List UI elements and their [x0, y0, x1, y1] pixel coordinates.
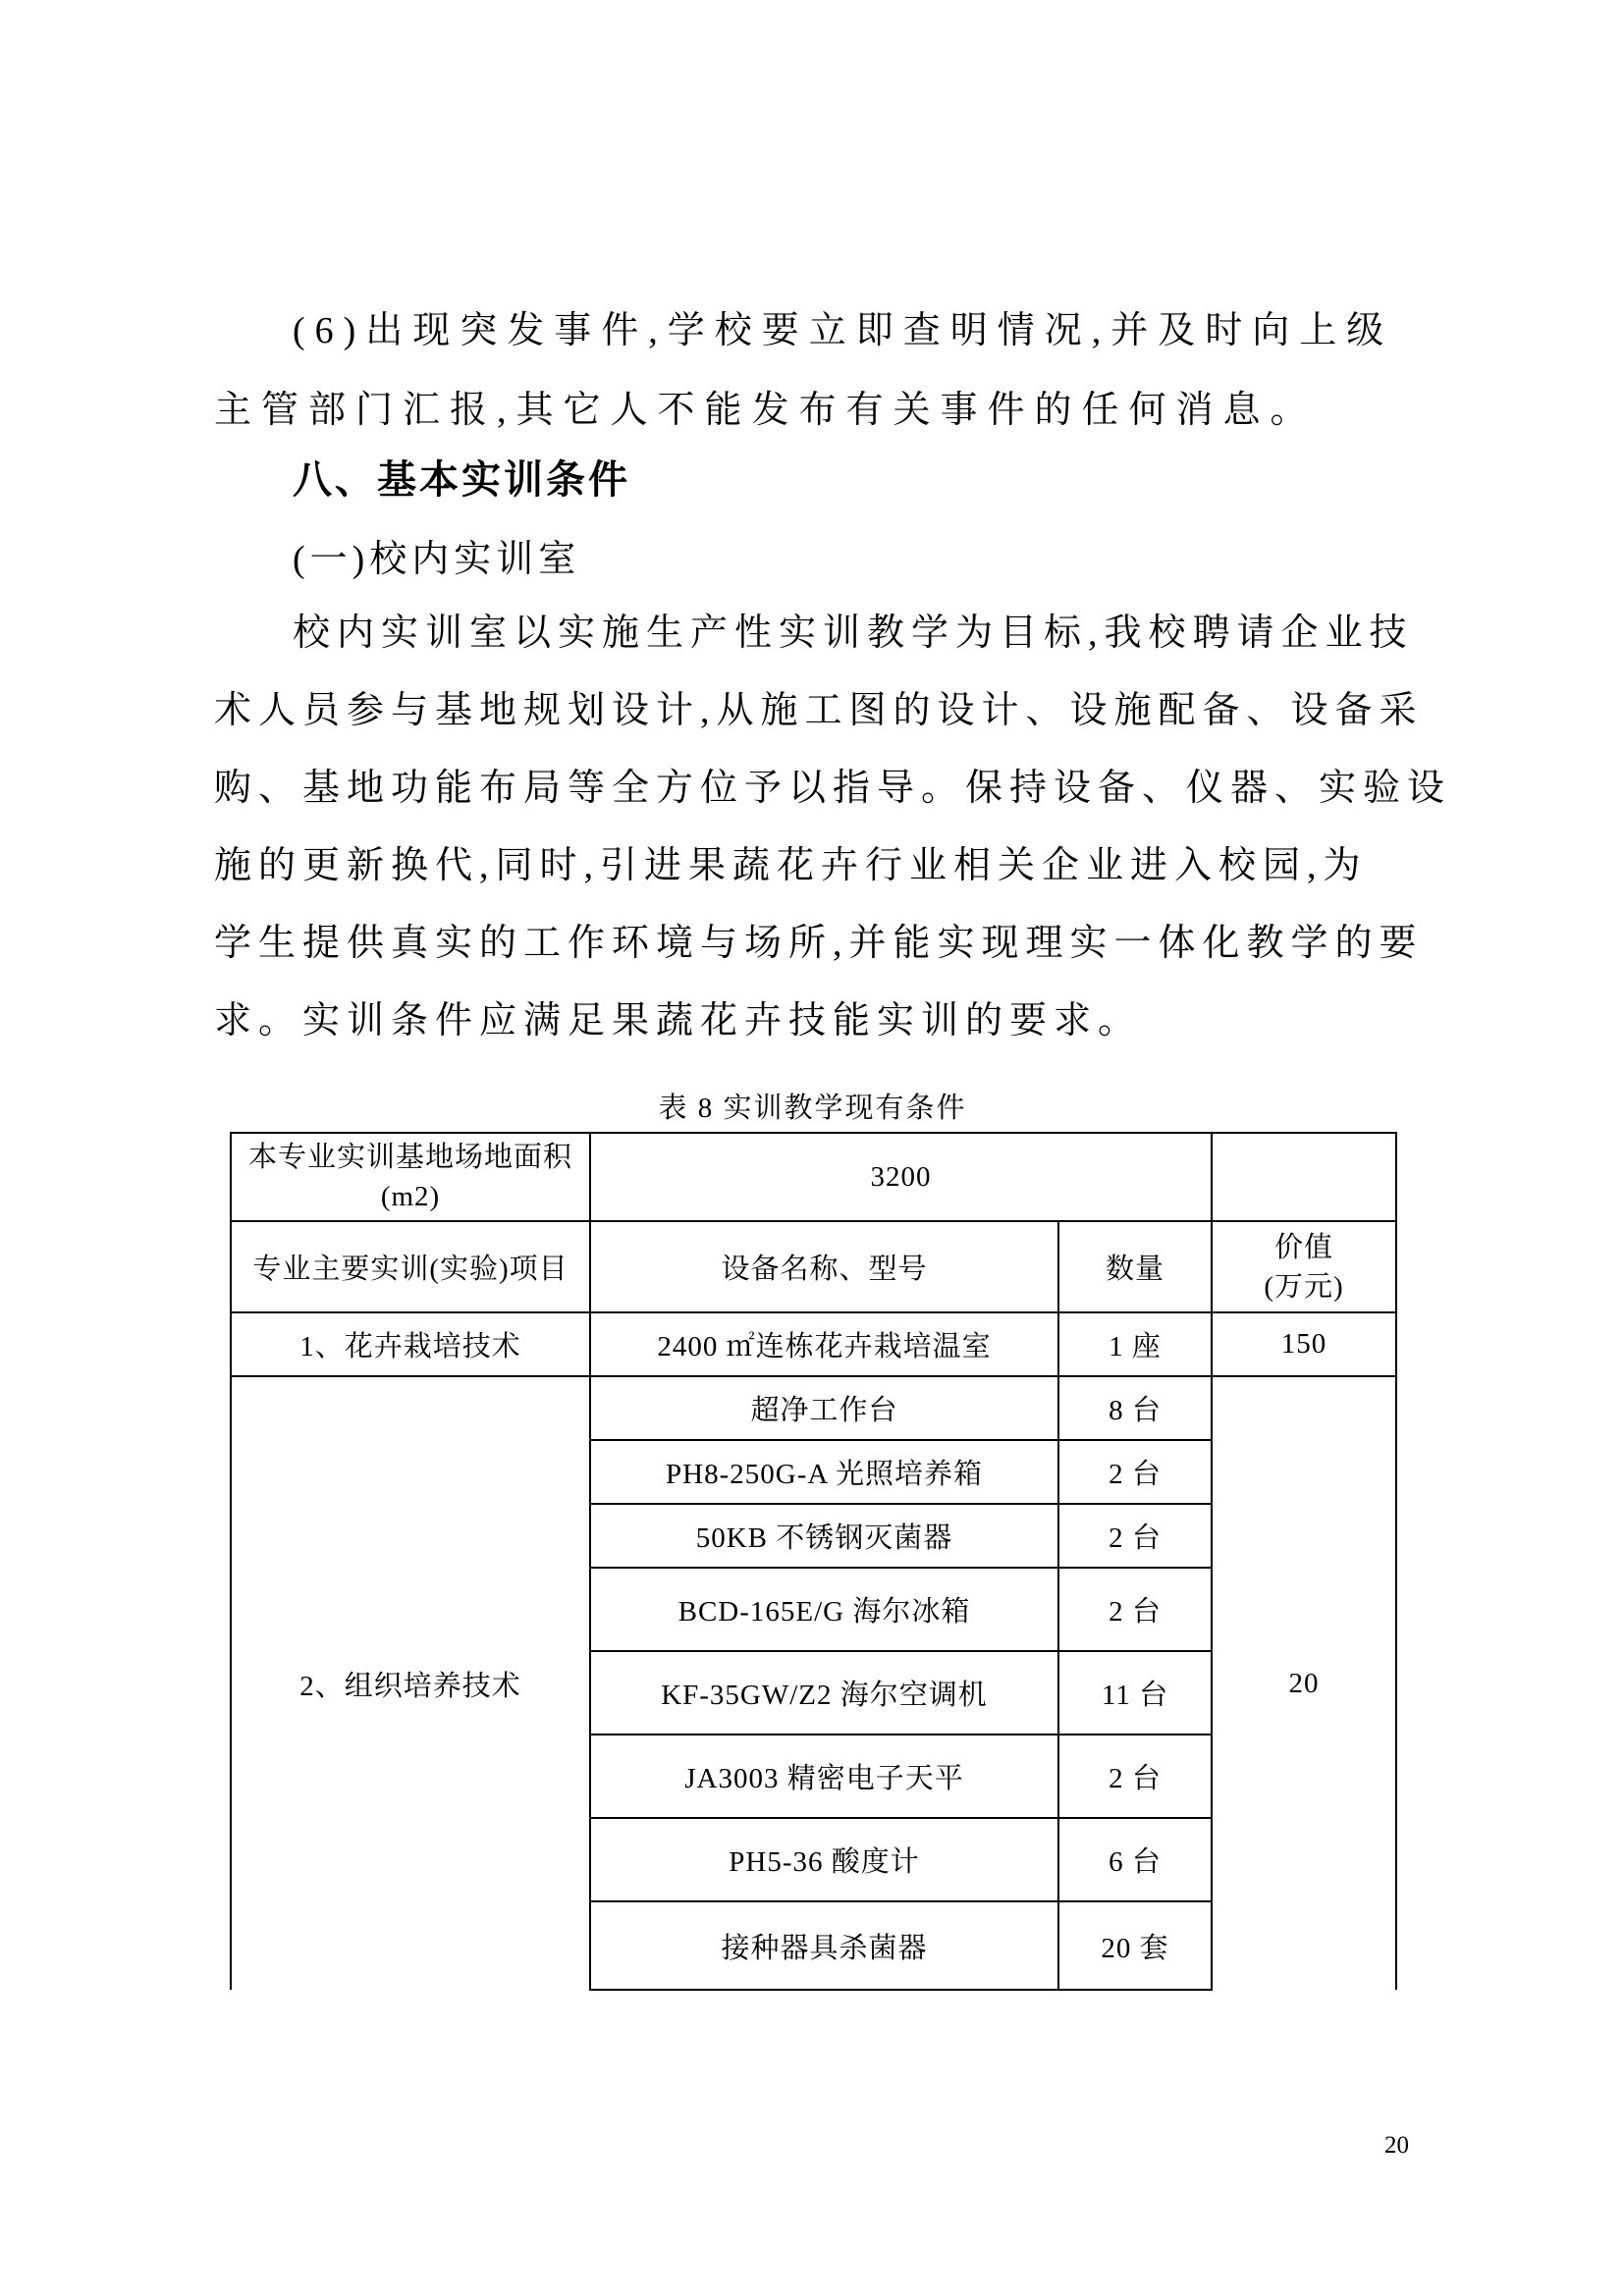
area-label-line1: 本专业实训基地场地面积: [247, 1142, 572, 1173]
table-caption: 表 8 实训教学现有条件: [658, 1093, 967, 1124]
qty-cell: 11 台: [1058, 1651, 1212, 1735]
device-cell: 接种器具杀菌器: [590, 1901, 1058, 1990]
qty-cell: 20 套: [1058, 1901, 1212, 1990]
value-cell: 20: [1212, 1376, 1396, 1990]
subsection-heading-campus-training-room: (一)校内实训室: [293, 539, 581, 580]
qty-cell: 2 台: [1058, 1568, 1212, 1651]
page-number: 20: [1384, 2132, 1409, 2159]
device-cell: JA3003 精密电子天平: [590, 1735, 1058, 1818]
section-heading-basic-training-conditions: 八、基本实训条件: [293, 458, 630, 502]
training-conditions-table: [230, 1132, 1397, 1991]
area-empty-cell: [1212, 1133, 1396, 1221]
paragraph-line: 购、基地功能布局等全方位予以指导。保持设备、仪器、实验设: [214, 768, 1452, 809]
paragraph-emergency: [214, 292, 1441, 451]
device-cell: 超净工作台: [590, 1376, 1058, 1440]
paragraph-training-room-description: [214, 595, 1452, 1060]
qty-cell: 2 台: [1058, 1440, 1212, 1504]
device-cell: 2400 ㎡连栋花卉栽培温室: [590, 1312, 1058, 1376]
qty-cell: 2 台: [1058, 1735, 1212, 1818]
project-cell: 1、花卉栽培技术: [231, 1312, 590, 1376]
paragraph-line: 施的更新换代,同时,引进果蔬花卉行业相关企业进入校园,为: [214, 845, 1368, 886]
paragraph-line: 校内实训室以实施生产性实训教学为目标,我校聘请企业技: [293, 613, 1414, 654]
header-project-cell: 专业主要实训(实验)项目: [231, 1221, 590, 1312]
value-cell: 150: [1212, 1312, 1396, 1376]
device-cell: BCD-165E/G 海尔冰箱: [590, 1568, 1058, 1651]
qty-cell: 8 台: [1058, 1376, 1212, 1440]
paragraph-line: (6)出现突发事件,学校要立即查明情况,并及时向上级: [293, 310, 1394, 351]
qty-cell: 2 台: [1058, 1504, 1212, 1568]
header-qty-cell: 数量: [1058, 1221, 1212, 1312]
area-label-line2: (m2): [380, 1181, 441, 1212]
device-cell: KF-35GW/Z2 海尔空调机: [590, 1651, 1058, 1735]
device-cell: 50KB 不锈钢灭菌器: [590, 1504, 1058, 1568]
qty-cell: 1 座: [1058, 1312, 1212, 1376]
paragraph-line: 术人员参与基地规划设计,从施工图的设计、设施配备、设备采: [214, 690, 1424, 731]
paragraph-line: 主管部门汇报,其它人不能发布有关事件的任何消息。: [214, 390, 1318, 431]
qty-cell: 6 台: [1058, 1818, 1212, 1901]
device-cell: PH5-36 酸度计: [590, 1818, 1058, 1901]
project-cell: 2、组织培养技术: [231, 1376, 590, 1990]
paragraph-line: 学生提供真实的工作环境与场所,并能实现理实一体化教学的要: [214, 923, 1424, 964]
table-row: [231, 1312, 1396, 1376]
table-header-row: [231, 1221, 1396, 1312]
area-label-cell: [231, 1133, 590, 1221]
paragraph-line: 求。实训条件应满足果蔬花卉技能实训的要求。: [214, 1000, 1143, 1041]
header-device-cell: 设备名称、型号: [590, 1221, 1058, 1312]
header-value-line2: (万元): [1264, 1270, 1344, 1303]
header-value-cell: [1212, 1221, 1396, 1312]
table-row: [231, 1376, 1396, 1440]
device-cell: PH8-250G-A 光照培养箱: [590, 1440, 1058, 1504]
table-row: [231, 1133, 1396, 1221]
area-value-cell: 3200: [590, 1133, 1212, 1221]
header-value-line1: 价值: [1273, 1231, 1333, 1263]
